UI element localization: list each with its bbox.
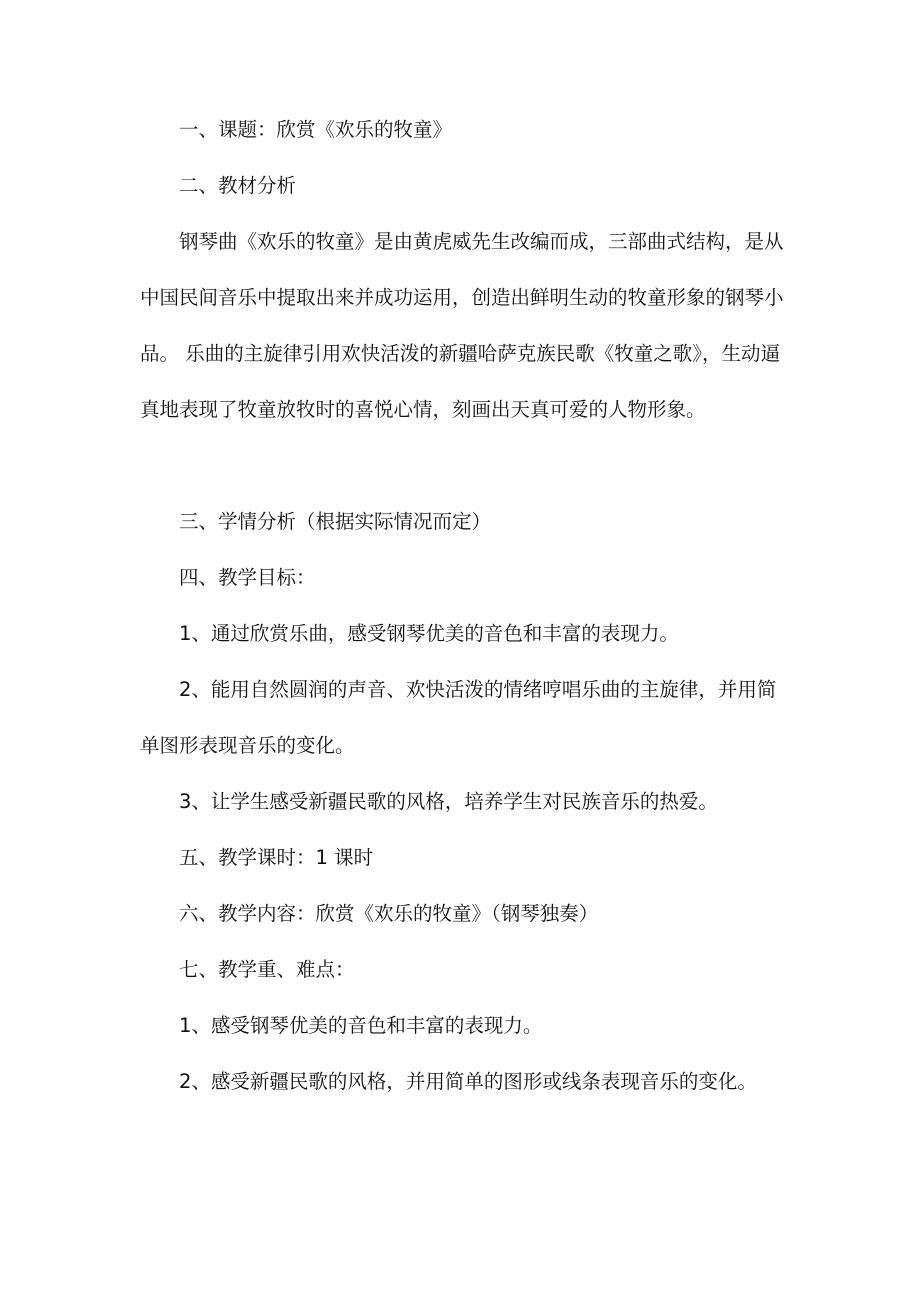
goal-item-1: 1、通过欣赏乐曲，感受钢琴优美的音色和丰富的表现力。 — [179, 622, 679, 645]
heading-topic: 一、课题：欣赏《欢乐的牧童》 — [179, 118, 453, 141]
heading-material-analysis: 二、教材分析 — [179, 174, 297, 197]
goal-item-2: 2、能用自然圆润的声音、欢快活泼的情绪哼唱乐曲的主旋律，并用简单图形表现音乐的变化。 — [140, 678, 777, 757]
heading-class-hours: 五、教学课时：1 课时 — [179, 846, 374, 869]
heading-key-points: 七、教学重、难点： — [179, 958, 355, 981]
heading-teaching-content: 六、教学内容：欣赏《欢乐的牧童》（钢琴独奏） — [179, 902, 599, 925]
key-point-item-1: 1、感受钢琴优美的音色和丰富的表现力。 — [179, 1014, 543, 1037]
goal-item-3: 3、让学生感受新疆民歌的风格，培养学生对民族音乐的热爱。 — [179, 790, 718, 813]
heading-teaching-goals: 四、教学目标： — [179, 566, 316, 589]
paragraph-material-description: 钢琴曲《欢乐的牧童》是由黄虎威先生改编而成，三部曲式结构，是从中国民间音乐中提取出来并成功运用，创造出鲜明生动的牧童形象的钢琴小品。 乐曲的主旋律引用欢快活泼的新疆哈萨克族民歌《牧童之歌》，生动逼真地表现了牧童放牧时的喜悦心情，刻画出天真可爱的人物形象。 — [140, 230, 784, 421]
key-point-item-2: 2、感受新疆民歌的风格，并用简单的图形或线条表现音乐的变化。 — [179, 1070, 757, 1093]
heading-learner-analysis: 三、学情分析（根据实际情况而定） — [179, 510, 492, 533]
